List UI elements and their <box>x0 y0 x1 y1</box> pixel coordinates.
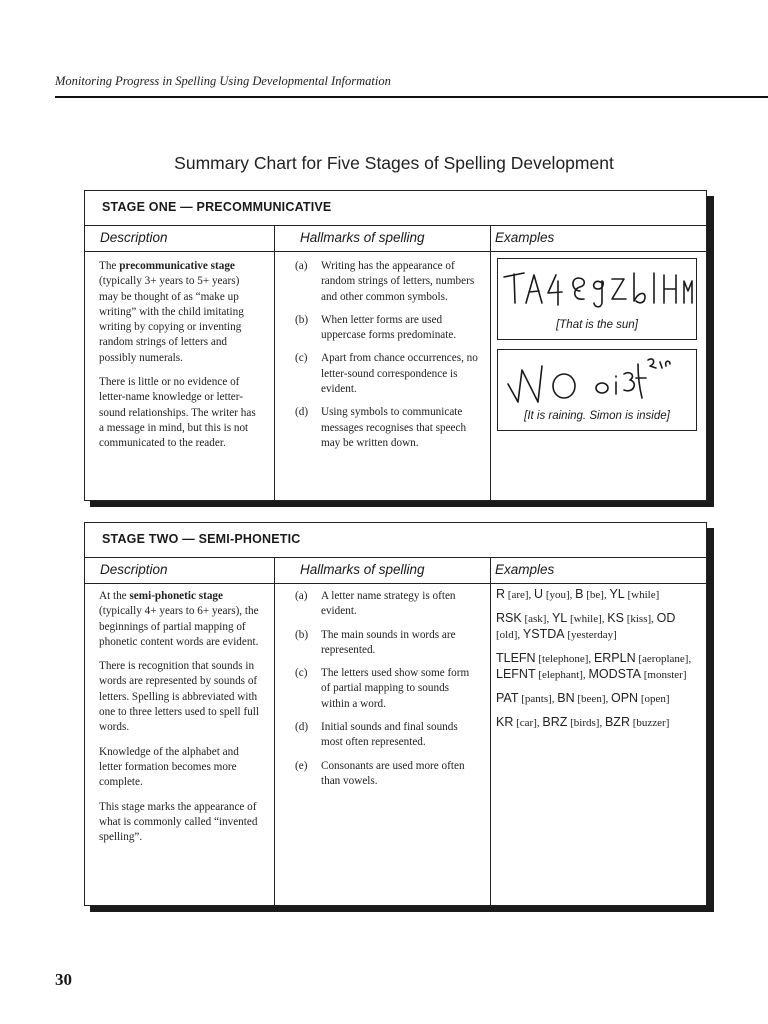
description-header: Description <box>100 562 168 577</box>
hallmark-item <box>295 759 480 790</box>
intended-word: [car], <box>513 717 543 729</box>
intended-word: [old], <box>496 629 523 641</box>
stage-two-examples <box>496 587 696 739</box>
hallmark-item <box>295 589 480 620</box>
stage-two-column-headers <box>85 558 706 584</box>
intended-word: [telephone], <box>535 653 594 665</box>
invented-spelling: TLEFN <box>496 651 536 665</box>
hallmark-item <box>295 313 480 344</box>
stage-one-title: STAGE ONE — PRECOMMUNICATIVE <box>85 191 706 226</box>
description-text: (typically 4+ years to 6+ years), the beginnings of partial mapping of phonetic content words are evident. <box>99 605 259 648</box>
example-group <box>496 611 696 643</box>
stage-one-column-headers <box>85 226 706 252</box>
stage-one-box <box>84 190 707 501</box>
intended-word: [elephant], <box>535 669 589 681</box>
intended-word: [ask], <box>521 613 552 625</box>
hallmark-item <box>295 628 480 659</box>
description-text: Knowledge of the alphabet and letter formation becomes more complete. <box>99 745 239 789</box>
examples-header: Examples <box>495 562 555 577</box>
description-text: There is little or no evidence of letter-name knowledge or letter-sound relationships. The writer has a message in mind, but this is not communicated to the reader. <box>99 376 256 450</box>
hallmark-item <box>295 259 480 305</box>
hallmark-item <box>295 666 480 712</box>
example-group <box>496 587 696 603</box>
invented-spelling: YSTDA <box>522 627 565 641</box>
hallmark-text: Using symbols to communicate messages recognises that speech may be written down. <box>321 406 467 449</box>
intended-word: [pants], <box>518 693 558 705</box>
invented-spelling: OD <box>656 611 676 625</box>
header-rule <box>55 96 768 98</box>
intended-word: [open] <box>638 693 670 705</box>
intended-word: [aeroplane], <box>635 653 692 665</box>
hallmark-text: When letter forms are used uppercase forms predominate. <box>321 313 457 342</box>
hallmark-item <box>295 720 480 751</box>
hallmark-item <box>295 405 480 451</box>
description-paragraph <box>99 375 261 451</box>
invented-spelling: OPN <box>610 691 639 705</box>
description-paragraph <box>99 800 261 846</box>
intended-word: [yesterday] <box>564 629 617 641</box>
invented-spelling: BZR <box>604 715 630 729</box>
hallmark-text: A letter name strategy is often evident. <box>321 590 456 618</box>
invented-spelling: YL <box>551 611 568 625</box>
column-divider <box>490 558 491 906</box>
intended-word: [monster] <box>640 669 687 681</box>
hallmark-text: The main sounds in words are represented. <box>321 628 456 656</box>
running-header: Monitoring Progress in Spelling Using Developmental Information <box>55 74 391 88</box>
intended-word: [kiss], <box>623 613 657 625</box>
invented-spelling: R <box>496 587 506 601</box>
intended-word: [are], <box>505 589 535 601</box>
intended-word: [be], <box>583 589 610 601</box>
invented-spelling: KS <box>607 611 624 625</box>
hallmark-text: Apart from chance occurrences, no letter-sound correspondence is evident. <box>321 352 478 396</box>
description-header: Description <box>100 230 168 245</box>
example-1-caption: [That is the sun] <box>556 319 638 331</box>
stage-two-title: STAGE TWO — SEMI-PHONETIC <box>85 523 706 558</box>
intended-word: [birds], <box>567 717 605 729</box>
hallmark-text: Writing has the appearance of random strings of letters, numbers and other common symbols. <box>321 260 475 303</box>
invented-spelling: BN <box>557 691 575 705</box>
stage-term: precommunicative stage <box>119 260 235 272</box>
invented-spelling: PAT <box>496 691 519 705</box>
hallmark-marker: (a) <box>295 590 308 602</box>
invented-spelling: MODSTA <box>588 667 641 681</box>
invented-spelling: KR <box>496 715 514 729</box>
page-title: Summary Chart for Five Stages of Spelling Development <box>174 153 614 173</box>
hallmark-marker: (d) <box>295 721 309 734</box>
invented-spelling: RSK <box>496 611 522 625</box>
handwriting-example-1 <box>497 258 697 340</box>
column-divider <box>490 226 491 501</box>
example-group <box>496 691 696 707</box>
description-paragraph <box>99 259 261 366</box>
hallmark-marker: (b) <box>295 628 309 641</box>
example-group <box>496 651 696 683</box>
hallmark-marker: (d) <box>295 406 309 419</box>
examples-header: Examples <box>495 230 555 245</box>
hallmark-text: The letters used show some form of partial mapping to sounds within a word. <box>321 667 470 710</box>
stage-two-description <box>99 589 261 854</box>
stage-two-box <box>84 522 707 906</box>
description-paragraph <box>99 659 261 735</box>
stage-two-hallmarks <box>295 589 480 797</box>
intended-word: [you], <box>543 589 576 601</box>
intended-word: [been], <box>574 693 611 705</box>
intended-word: [while] <box>624 589 660 601</box>
hallmarks-header: Hallmarks of spelling <box>300 230 425 245</box>
example-2-caption: [It is raining. Simon is inside] <box>524 410 670 422</box>
stage-term: semi-phonetic stage <box>129 590 223 602</box>
column-divider <box>274 226 275 501</box>
hallmark-marker: (a) <box>295 260 308 272</box>
description-text: This stage marks the appearance of what is commonly called “invented spelling”. <box>99 800 258 844</box>
column-divider <box>274 558 275 906</box>
hallmark-marker: (c) <box>295 667 308 680</box>
handwriting-sample-sun <box>498 259 696 317</box>
hallmark-item <box>295 351 480 397</box>
hallmark-text: Consonants are used more often than vowels. <box>321 759 465 787</box>
description-paragraph <box>99 589 261 650</box>
handwriting-example-2 <box>497 349 697 431</box>
description-text: There is recognition that sounds in words are represented by sounds of letters. Spelling is abbreviated with one to three letters used to spell full words. <box>99 660 260 734</box>
intended-word: [buzzer] <box>629 717 670 729</box>
intended-word: [while], <box>567 613 608 625</box>
invented-spelling: LEFNT <box>496 667 536 681</box>
invented-spelling: U <box>534 587 544 601</box>
page-number: 30 <box>55 970 72 989</box>
description-text: At the <box>99 590 130 602</box>
invented-spelling: B <box>575 587 584 601</box>
description-text: (typically 3+ years to 5+ years) may be thought of as “make up writing” with the child imitating writing by copying or inventing random strings of letters and possibly numerals. <box>99 275 244 364</box>
example-group <box>496 715 696 731</box>
hallmark-text: Initial sounds and final sounds most often represented. <box>321 721 458 749</box>
hallmarks-header: Hallmarks of spelling <box>300 562 425 577</box>
invented-spelling: BRZ <box>542 715 568 729</box>
description-text: The <box>99 260 120 272</box>
invented-spelling: YL <box>609 587 625 601</box>
hallmark-marker: (e) <box>295 759 308 772</box>
stage-one-description <box>99 259 261 461</box>
hallmark-marker: (c) <box>295 352 308 365</box>
invented-spelling: ERPLN <box>593 651 636 665</box>
handwriting-sample-raining <box>498 350 696 408</box>
description-paragraph <box>99 745 261 791</box>
hallmark-marker: (b) <box>295 313 309 326</box>
stage-one-hallmarks <box>295 259 480 459</box>
